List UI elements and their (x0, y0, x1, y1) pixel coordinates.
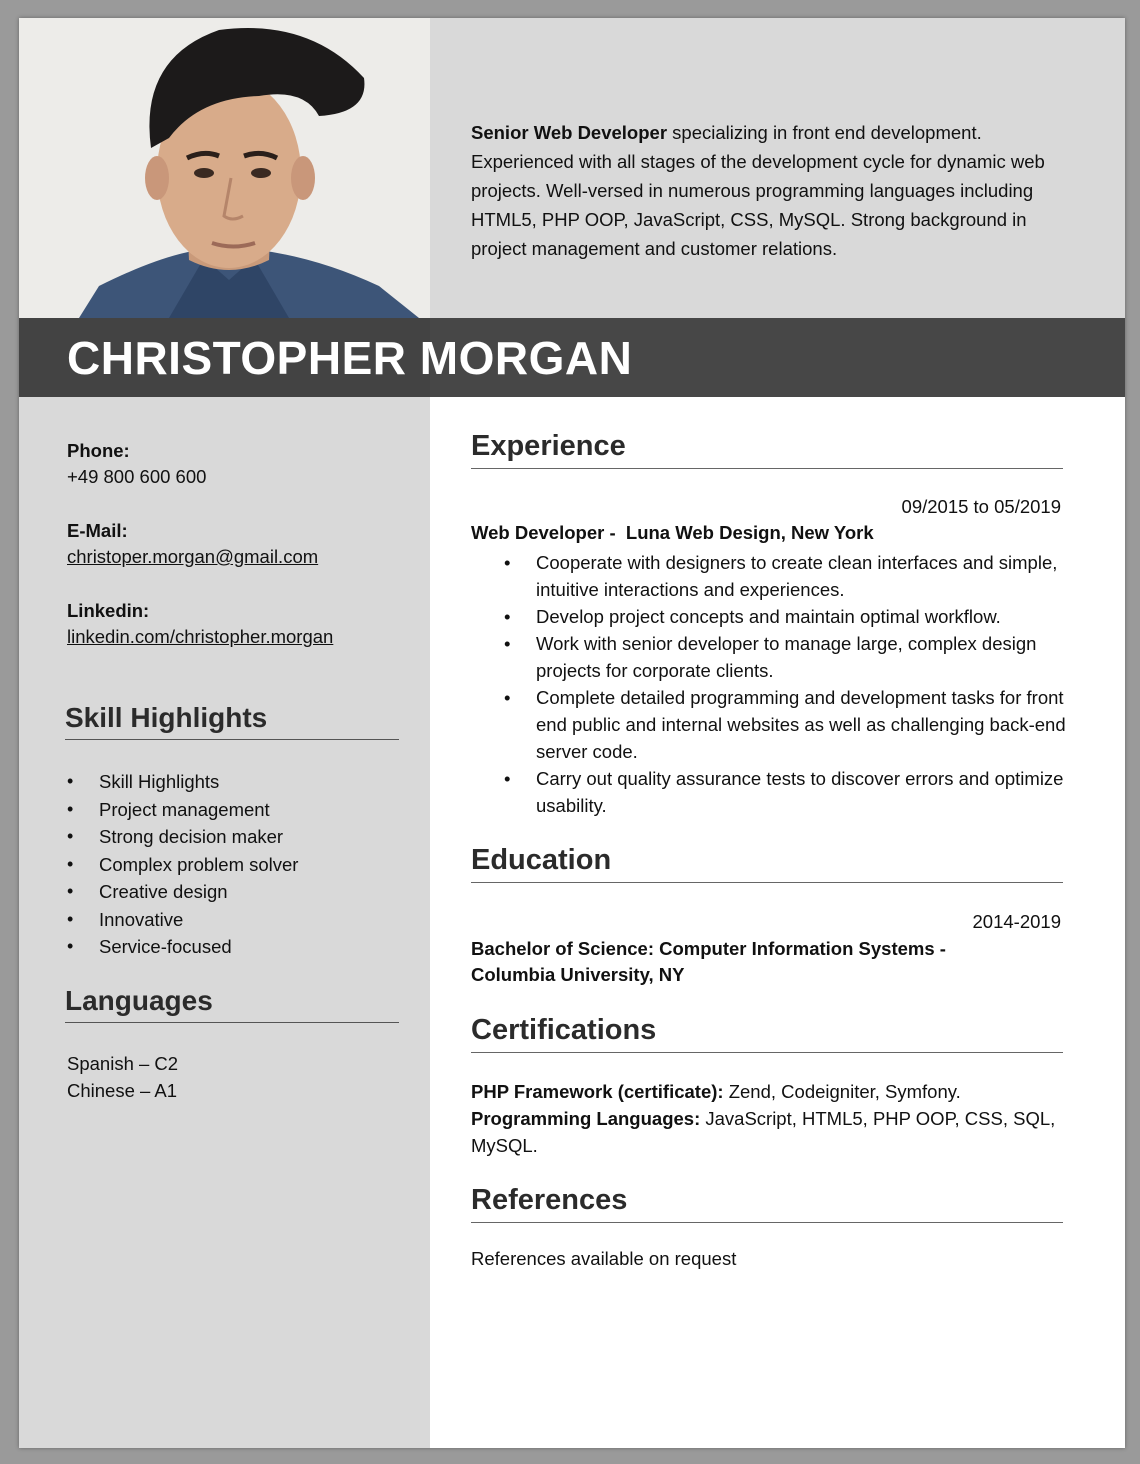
email-label: E-Mail: (67, 520, 128, 541)
summary-text: specializing in front end development. Experienced with all stages of the development cycle for dynamic web projects. Well-versed in numerous programming languages including HTML5, PHP OOP, JavaScript, CSS, MySQL. Strong background in project management and customer relations. (471, 122, 1045, 259)
phone-value: +49 800 600 600 (67, 466, 207, 487)
list-item: • Innovative (67, 906, 407, 934)
profile-photo (19, 18, 430, 318)
list-item: • Complete detailed programming and development tasks for front end public and internal websites as well as challenging back-end server code. (471, 684, 1071, 765)
cert-text: Zend, Codeigniter, Symfony. (723, 1081, 961, 1102)
list-item: • Project management (67, 796, 407, 824)
certifications-heading: Certifications (471, 1012, 1063, 1053)
certifications-text (471, 1078, 1071, 1159)
summary-role: Senior Web Developer (471, 122, 668, 143)
professional-summary (471, 118, 1071, 263)
languages-heading: Languages (65, 983, 399, 1023)
list-item: • Develop project concepts and maintain optimal workflow. (471, 603, 1071, 630)
degree: Bachelor of Science: Computer Information Systems - Columbia University, NY (471, 938, 946, 985)
email-link[interactable]: christoper.morgan@gmail.com (67, 546, 319, 567)
education-heading: Education (471, 842, 1063, 883)
list-item: • Service-focused (67, 933, 407, 961)
references-text: References available on request (471, 1248, 737, 1269)
list-item: Chinese – A1 (67, 1080, 178, 1101)
cert-label: Programming Languages: (471, 1108, 701, 1129)
list-item: • Carry out quality assurance tests to discover errors and optimize usability. (471, 765, 1071, 819)
cert-label: PHP Framework (certificate): (471, 1081, 724, 1102)
references-heading: References (471, 1182, 1063, 1223)
contact-info (67, 438, 407, 678)
list-item: • Cooperate with designers to create clean interfaces and simple, intuitive interactions and experiences. (471, 549, 1071, 603)
candidate-name: CHRISTOPHER MORGAN (67, 332, 633, 384)
cert-text: JavaScript, HTML5, PHP OOP, CSS, SQL, MySQL. (471, 1108, 1056, 1156)
experience-date: 09/2015 to 05/2019 (901, 496, 1061, 517)
resume-page (19, 18, 1125, 1448)
list-item: • Skill Highlights (67, 768, 407, 796)
linkedin-link[interactable]: linkedin.com/christopher.morgan (67, 626, 334, 647)
languages-list (67, 1050, 178, 1104)
skills-list (67, 768, 407, 961)
list-item: • Work with senior developer to manage large, complex design projects for corporate clients. (471, 630, 1071, 684)
duties-list (471, 549, 1071, 819)
skills-heading: Skill Highlights (65, 700, 399, 740)
list-item: • Complex problem solver (67, 851, 407, 879)
phone-label: Phone: (67, 440, 130, 461)
education-date: 2014-2019 (972, 911, 1061, 932)
job-title: Web Developer - Luna Web Design, New York (471, 522, 874, 543)
list-item: Spanish – C2 (67, 1053, 179, 1074)
experience-heading: Experience (471, 428, 1063, 469)
list-item: • Strong decision maker (67, 823, 407, 851)
linkedin-label: Linkedin: (67, 600, 150, 621)
list-item: • Creative design (67, 878, 407, 906)
